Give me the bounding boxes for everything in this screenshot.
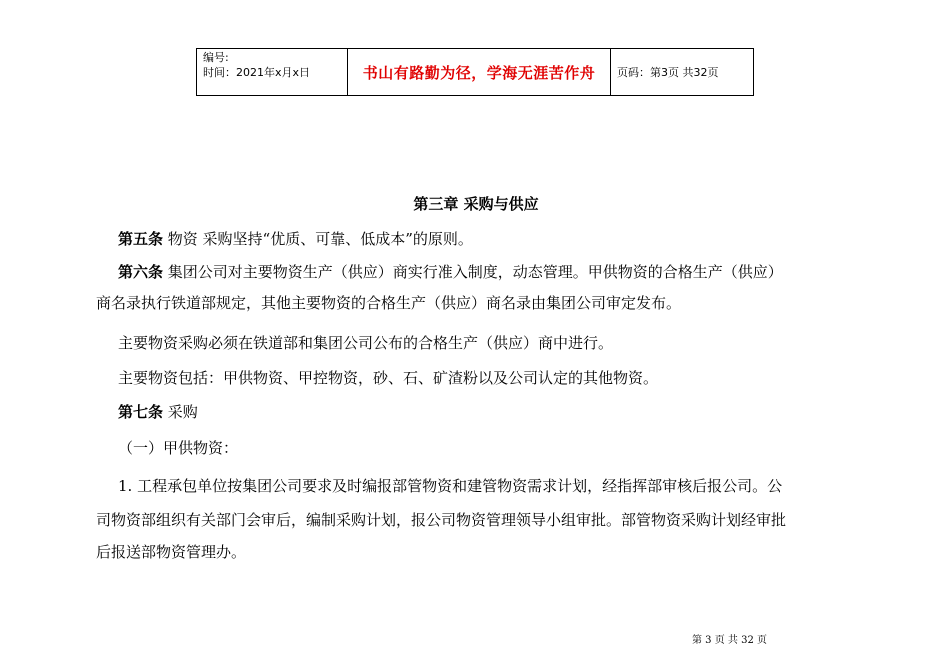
header-page-label: 页码：第3页 共32页	[611, 49, 754, 96]
header-motto: 书山有路勤为径，学海无涯苦作舟	[348, 49, 611, 96]
paragraph-article-5	[118, 224, 856, 255]
chapter-title: 第三章 采购与供应	[413, 195, 539, 213]
paragraph-continuation	[96, 505, 834, 536]
article-heading: 第六条	[118, 263, 164, 281]
article-heading: 第五条	[118, 230, 164, 248]
paragraph-text: 主要物资包括：甲供物资、甲控物资，砂、石、矿渣粉以及公司认定的其他物资。	[118, 369, 659, 387]
page-footer: 第 3 页 共 32 页	[692, 635, 767, 646]
paragraph-text: 主要物资采购必须在铁道部和集团公司公布的合格生产（供应）商中进行。	[118, 334, 614, 352]
document-number-label: 编号:	[203, 51, 229, 64]
document-time-label: 时间：2021年x月x日	[203, 66, 311, 79]
paragraph-text: 采购	[163, 403, 198, 421]
paragraph-article-6	[118, 257, 856, 288]
paragraph-text-block	[118, 363, 856, 394]
header-left-cell	[197, 49, 348, 96]
paragraph-text-block	[118, 328, 856, 359]
paragraph-text: 物资 采购坚持“优质、可靠、低成本”的原则。	[163, 230, 473, 248]
paragraph-text: 后报送部物资管理办。	[96, 543, 247, 561]
paragraph-continuation	[96, 288, 834, 319]
paragraph-text: 司物资部组织有关部门会审后，编制采购计划，报公司物资管理领导小组审批。部管物资采购计划经审批	[96, 511, 787, 529]
page-header	[196, 48, 754, 96]
article-heading: 第七条	[118, 403, 164, 421]
paragraph-text: 1. 工程承包单位按集团公司要求及时编报部管物资和建管物资需求计划，经指挥部审核后报公司。公	[118, 477, 783, 495]
paragraph-article-7	[118, 397, 856, 428]
paragraph-subsection	[118, 433, 856, 464]
paragraph-text: （一）甲供物资：	[118, 439, 239, 457]
paragraph-text: 商名录执行铁道部规定，其他主要物资的合格生产（供应）商名录由集团公司审定发布。	[96, 294, 682, 312]
paragraph-text: 集团公司对主要物资生产（供应）商实行准入制度，动态管理。甲供物资的合格生产（供应）	[163, 263, 783, 281]
paragraph-continuation	[96, 537, 834, 568]
paragraph-item-1	[118, 471, 856, 502]
